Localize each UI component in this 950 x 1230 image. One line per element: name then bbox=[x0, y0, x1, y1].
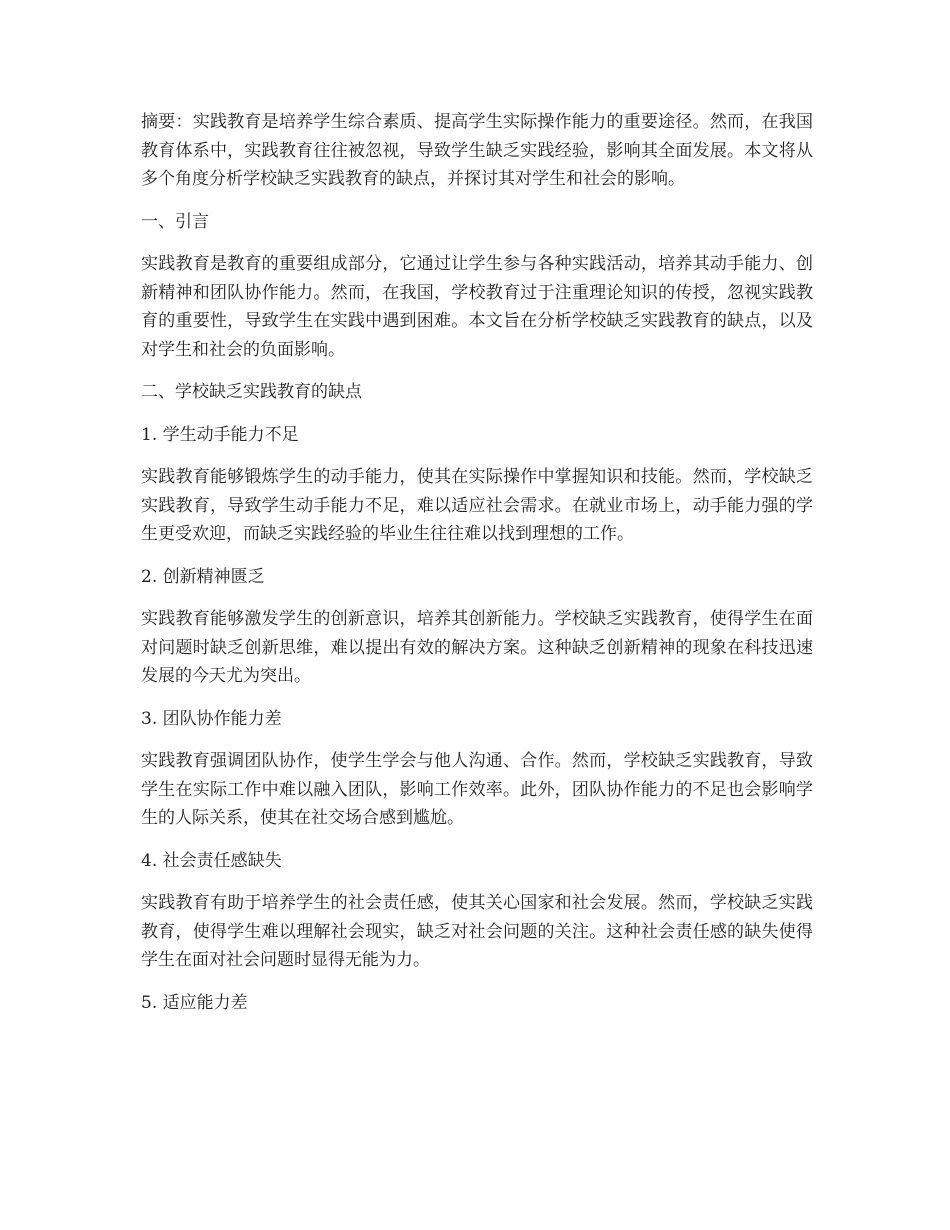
subheading-teamwork: 3. 团队协作能力差 bbox=[141, 708, 282, 729]
section-heading-introduction: 一、引言 bbox=[141, 211, 209, 232]
paragraph-teamwork: 实践教育强调团队协作，使学生学会与他人沟通、合作。然而，学校缺乏实践教育，导致学生在实际工作中难以融入团队，影响工作效率。此外，团队协作能力的不足也会影响学生的人际关系，使其在社交场合感到尴尬。 bbox=[141, 751, 813, 828]
paragraph-innovation: 实践教育能够激发学生的创新意识，培养其创新能力。学校缺乏实践教育，使得学生在面对问题时缺乏创新思维，难以提出有效的解决方案。这种缺乏创新精神的现象在科技迅速发展的今天尤为突出。 bbox=[141, 609, 813, 686]
section-heading-shortcomings: 二、学校缺乏实践教育的缺点 bbox=[141, 382, 362, 402]
subheading-adaptability: 5. 适应能力差 bbox=[141, 992, 248, 1013]
subheading-hands-on-ability: 1. 学生动手能力不足 bbox=[141, 424, 299, 445]
subheading-innovation: 2. 创新精神匮乏 bbox=[141, 566, 265, 587]
paragraph-social-responsibility: 实践教育有助于培养学生的社会责任感，使其关心国家和社会发展。然而，学校缺乏实践教育，使得学生难以理解社会现实，缺乏对社会问题的关注。这种社会责任感的缺失使得学生在面对社会问题时显得无能为力。 bbox=[141, 893, 813, 970]
subheading-social-responsibility: 4. 社会责任感缺失 bbox=[141, 850, 282, 871]
abstract-paragraph: 摘要：实践教育是培养学生综合素质、提高学生实际操作能力的重要途径。然而，在我国教育体系中，实践教育往往被忽视，导致学生缺乏实践经验，影响其全面发展。本文将从多个角度分析学校缺乏实践教育的缺点，并探讨其对学生和社会的影响。 bbox=[141, 112, 813, 189]
document-body bbox=[141, 108, 813, 1031]
introduction-paragraph: 实践教育是教育的重要组成部分，它通过让学生参与各种实践活动，培养其动手能力、创新精神和团队协作能力。然而，在我国，学校教育过于注重理论知识的传授，忽视实践教育的重要性，导致学生在实践中遇到困难。本文旨在分析学校缺乏实践教育的缺点，以及对学生和社会的负面影响。 bbox=[141, 254, 813, 360]
paragraph-hands-on-ability: 实践教育能够锻炼学生的动手能力，使其在实际操作中掌握知识和技能。然而，学校缺乏实践教育，导致学生动手能力不足，难以适应社会需求。在就业市场上，动手能力强的学生更受欢迎，而缺乏实践经验的毕业生往往难以找到理想的工作。 bbox=[141, 467, 813, 544]
